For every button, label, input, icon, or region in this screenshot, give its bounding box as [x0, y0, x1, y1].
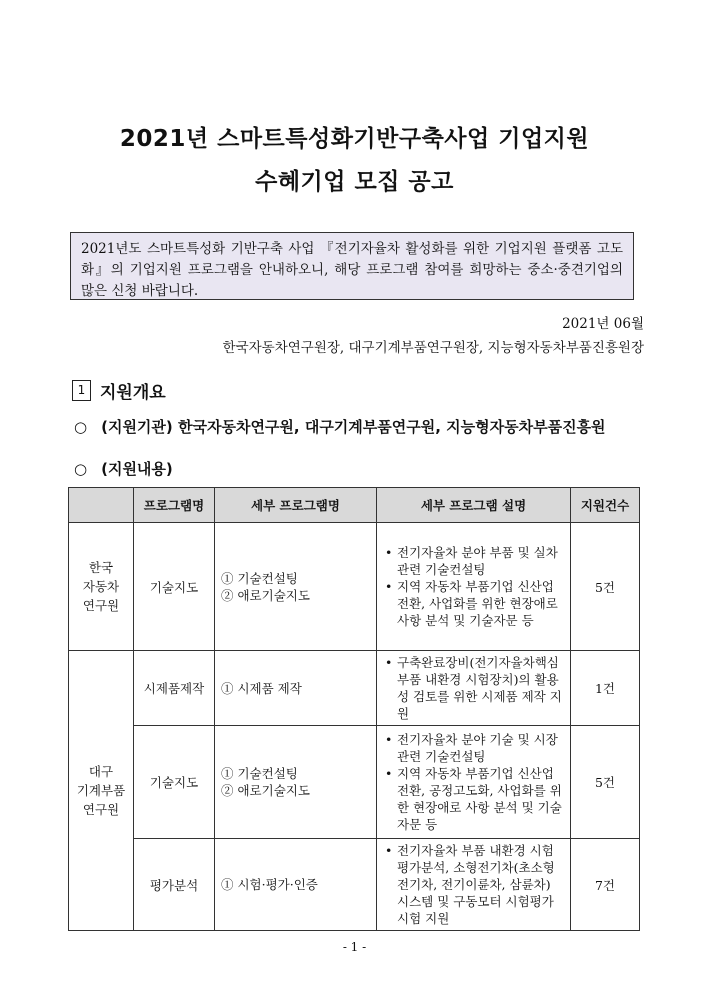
- intro-box: 2021년도 스마트특성화 기반구축 사업 『전기자율차 활성화를 위한 기업지원 플랫폼 고도화』의 기업지원 프로그램을 안내하오니, 해당 프로그램 참여를 희망하는 중소·중견기업의 많은 신청 바랍니다.: [70, 232, 634, 300]
- sub-program-cell: [215, 651, 377, 726]
- section-number-box: 1: [72, 380, 91, 401]
- page-number: - 1 -: [342, 940, 367, 954]
- description-text: 지역 자동차 부품기업 신산업 전환, 공정고도화, 사업화를 위한 현장애로 사항 분석 및 기술자문 등: [397, 766, 562, 832]
- count-cell: 1건: [571, 651, 640, 726]
- header-program: 프로그램명: [134, 488, 215, 523]
- description-item: [385, 842, 564, 927]
- sub-program-cell: [215, 523, 377, 651]
- bullet-dot-icon: •: [385, 655, 393, 670]
- sub-program-item: ① 기술컨설팅: [221, 570, 298, 586]
- bullet-dot-icon: •: [385, 732, 393, 747]
- circle-bullet-icon: ○: [74, 417, 88, 436]
- issuing-organizations: 한국자동차연구원장, 대구기계부품연구원장, 지능형자동차부품진흥원장: [222, 340, 644, 356]
- section-heading: [72, 378, 166, 403]
- bullet-agencies: [74, 416, 606, 437]
- header-count: 지원건수: [571, 488, 640, 523]
- description-item: [385, 765, 564, 833]
- content-text: (지원내용): [101, 460, 173, 478]
- description-item: [385, 731, 564, 765]
- bullet-dot-icon: •: [385, 843, 393, 858]
- description-item: [385, 654, 564, 722]
- count-cell: 7건: [571, 839, 640, 931]
- sub-program-cell: [215, 839, 377, 931]
- bullet-dot-icon: •: [385, 545, 393, 560]
- announcement-date: 2021년 06월: [562, 316, 644, 332]
- agencies-text: (지원기관) 한국자동차연구원, 대구기계부품연구원, 지능형자동차부품진흥원: [101, 418, 606, 436]
- program-cell: 기술지도: [134, 523, 215, 651]
- section-title: 지원개요: [100, 383, 166, 403]
- table-row: [69, 651, 640, 726]
- sub-program-item: ① 시험·평가·인증: [221, 877, 318, 892]
- document-title-line2: 수혜기업 모집 공고: [255, 169, 454, 195]
- header-description: 세부 프로그램 설명: [377, 488, 571, 523]
- description-item: [385, 544, 564, 578]
- bullet-dot-icon: •: [385, 579, 393, 594]
- program-cell: 기술지도: [134, 726, 215, 839]
- description-item: [385, 578, 564, 629]
- sub-program-item: ① 기술컨설팅: [221, 766, 298, 781]
- description-cell: [377, 523, 571, 651]
- circle-bullet-icon: ○: [74, 459, 88, 478]
- sub-program-cell: [215, 726, 377, 839]
- description-cell: [377, 651, 571, 726]
- description-cell: [377, 726, 571, 839]
- bullet-dot-icon: •: [385, 766, 393, 781]
- count-cell: 5건: [571, 523, 640, 651]
- table-row: [69, 523, 640, 651]
- document-title-line1: 2021년 스마트특성화기반구축사업 기업지원: [119, 126, 590, 152]
- sub-program-item: ② 애로기술지도: [221, 587, 310, 603]
- table-row: [69, 726, 640, 839]
- org-cell: 대구 기계부품 연구원: [69, 651, 134, 931]
- program-cell: 시제품제작: [134, 651, 215, 726]
- sub-program-item: ① 시제품 제작: [221, 680, 302, 696]
- description-text: 전기자율차 분야 부품 및 실차 관련 기술컨설팅: [397, 545, 558, 577]
- support-program-table: [68, 487, 640, 931]
- count-cell: 5건: [571, 726, 640, 839]
- description-cell: [377, 839, 571, 931]
- header-org: [69, 488, 134, 523]
- table-header-row: [69, 488, 640, 523]
- header-sub-program: 세부 프로그램명: [215, 488, 377, 523]
- org-cell: 한국 자동차 연구원: [69, 523, 134, 651]
- sub-program-item: ② 애로기술지도: [221, 783, 310, 798]
- table-row: [69, 839, 640, 931]
- program-cell: 평가분석: [134, 839, 215, 931]
- description-text: 전기자율차 부품 내환경 시험평가분석, 소형전기차(초소형전기차, 전기이륜차, 삼륜차) 시스템 및 구동모터 시험평가 시험 지원: [397, 843, 555, 926]
- description-text: 전기자율차 분야 기술 및 시장관련 기술컨설팅: [397, 732, 558, 764]
- description-text: 구축완료장비(전기자율차핵심부품 내환경 시험장치)의 활용성 검토를 위한 시제품 제작 지원: [397, 655, 562, 721]
- bullet-content: [74, 458, 173, 479]
- description-text: 지역 자동차 부품기업 신산업 전환, 사업화를 위한 현장애로 사항 분석 및 기술자문 등: [397, 579, 558, 628]
